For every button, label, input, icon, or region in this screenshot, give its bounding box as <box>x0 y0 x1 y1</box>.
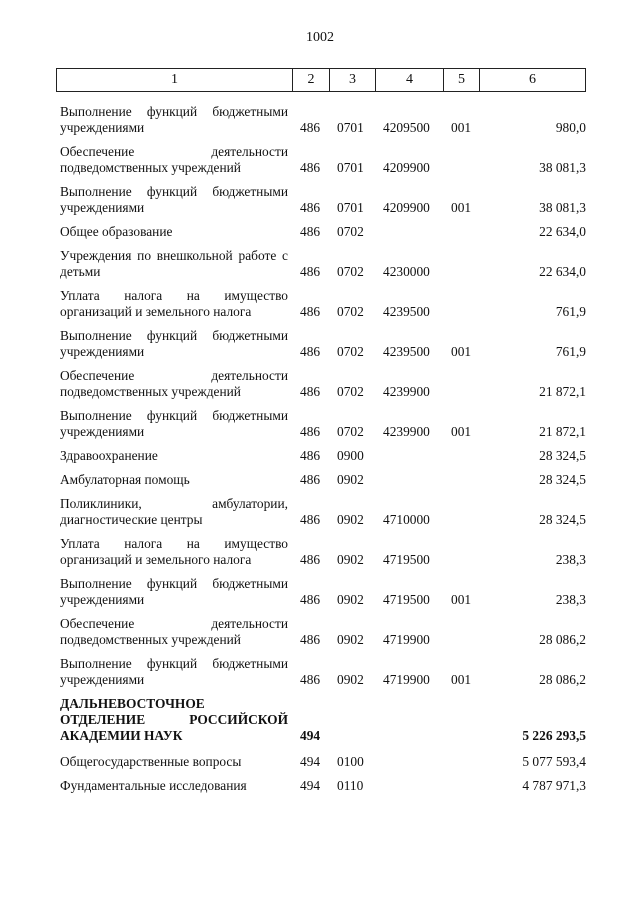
cell-c2: 486 <box>300 592 321 607</box>
row-name-line: ОТДЕЛЕНИЕ РОССИЙСКОЙ <box>60 712 288 727</box>
row-name-line: Поликлиники, амбулатории, <box>60 496 288 511</box>
row-name <box>56 448 292 464</box>
row-name-line: детьми <box>60 264 101 279</box>
table-header <box>56 68 586 92</box>
table-row <box>56 778 586 794</box>
cell-c3: 0702 <box>337 384 364 399</box>
row-name-line: учреждениями <box>60 200 145 215</box>
cell-c6: 980,0 <box>555 120 586 135</box>
cell-c6: 28 086,2 <box>539 632 586 647</box>
cell-c2: 494 <box>300 778 321 793</box>
cell-c3: 0902 <box>337 512 364 527</box>
cell-c6: 4 787 971,3 <box>522 778 586 793</box>
cell-c2: 494 <box>300 728 321 743</box>
cell-c4: 4719500 <box>383 552 430 567</box>
table-row <box>56 224 586 240</box>
cell-c6: 21 872,1 <box>539 424 586 439</box>
row-name-line: учреждениями <box>60 424 145 439</box>
row-name-line: Фундаментальные исследования <box>60 778 247 793</box>
table-row <box>56 184 586 216</box>
cell-c5: 001 <box>451 424 472 439</box>
cell-c6: 761,9 <box>555 304 586 319</box>
cell-c4: 4719900 <box>383 632 430 647</box>
cell-c6: 21 872,1 <box>539 384 586 399</box>
cell-c2: 486 <box>300 264 321 279</box>
table-row <box>56 248 586 280</box>
table-row <box>56 472 586 488</box>
row-name-line: подведомственных учреждений <box>60 632 241 647</box>
row-name <box>56 248 292 280</box>
header-col-6: 6 <box>529 72 536 87</box>
row-name <box>56 104 292 136</box>
cell-c5: 001 <box>451 672 472 687</box>
row-name <box>56 184 292 216</box>
cell-c4: 4230000 <box>383 264 430 279</box>
table-row <box>56 616 586 648</box>
row-name-line: Учреждения по внешкольной работе с <box>60 248 288 263</box>
table-body <box>56 96 586 794</box>
row-name <box>56 368 292 400</box>
row-name <box>56 576 292 608</box>
cell-c4: 4239500 <box>383 304 430 319</box>
cell-c3: 0702 <box>337 264 364 279</box>
row-name <box>56 408 292 440</box>
cell-c3: 0902 <box>337 472 364 487</box>
table-row <box>56 576 586 608</box>
cell-c6: 761,9 <box>555 344 586 359</box>
header-col-2: 2 <box>293 69 330 91</box>
row-name-line: учреждениями <box>60 672 145 687</box>
cell-c2: 486 <box>300 344 321 359</box>
cell-c2: 486 <box>300 160 321 175</box>
row-name-line: Выполнение функций бюджетными <box>60 328 288 343</box>
cell-c6: 28 086,2 <box>539 672 586 687</box>
cell-c6: 238,3 <box>555 552 586 567</box>
cell-c5: 001 <box>451 120 472 135</box>
row-name-line: Выполнение функций бюджетными <box>60 576 288 591</box>
cell-c2: 486 <box>300 200 321 215</box>
row-name-line: Уплата налога на имущество <box>60 536 288 551</box>
row-name-line: Обеспечение деятельности <box>60 144 288 159</box>
cell-c2: 494 <box>300 754 321 769</box>
header-col-1: 1 <box>57 69 293 91</box>
cell-c4: 4239900 <box>383 424 430 439</box>
cell-c6: 22 634,0 <box>539 224 586 239</box>
row-name <box>56 656 292 688</box>
cell-c2: 486 <box>300 224 321 239</box>
row-name-line: Обеспечение деятельности <box>60 368 288 383</box>
row-name <box>56 144 292 176</box>
row-name <box>56 696 292 744</box>
table-row <box>56 104 586 136</box>
row-name-line: организаций и земельного налога <box>60 304 252 319</box>
table-row <box>56 408 586 440</box>
cell-c3: 0902 <box>337 592 364 607</box>
table-row <box>56 696 586 744</box>
header-col-5: 5 <box>444 69 480 91</box>
header-col-4: 4 <box>376 69 444 91</box>
row-name-line: Выполнение функций бюджетными <box>60 656 288 671</box>
row-name <box>56 536 292 568</box>
cell-c6: 28 324,5 <box>539 472 586 487</box>
cell-c3: 0100 <box>337 754 364 769</box>
row-name-line: диагностические центры <box>60 512 203 527</box>
table-row <box>56 288 586 320</box>
row-name <box>56 224 292 240</box>
table-row <box>56 754 586 770</box>
row-name-line: учреждениями <box>60 120 145 135</box>
row-name <box>56 328 292 360</box>
table-row <box>56 368 586 400</box>
row-name-line: подведомственных учреждений <box>60 384 241 399</box>
cell-c2: 486 <box>300 120 321 135</box>
cell-c6: 28 324,5 <box>539 448 586 463</box>
cell-c3: 0701 <box>337 120 364 135</box>
row-name-line: Общее образование <box>60 224 173 239</box>
cell-c6: 22 634,0 <box>539 264 586 279</box>
table-row <box>56 448 586 464</box>
table-row <box>56 328 586 360</box>
page-number: 1002 <box>306 30 334 45</box>
cell-c2: 486 <box>300 512 321 527</box>
cell-c4: 4209900 <box>383 200 430 215</box>
cell-c2: 486 <box>300 672 321 687</box>
row-name-line: организаций и земельного налога <box>60 552 252 567</box>
row-name-line: Выполнение функций бюджетными <box>60 104 288 119</box>
row-name <box>56 754 292 770</box>
cell-c3: 0902 <box>337 672 364 687</box>
cell-c3: 0701 <box>337 200 364 215</box>
cell-c2: 486 <box>300 552 321 567</box>
cell-c3: 0900 <box>337 448 364 463</box>
cell-c6: 238,3 <box>555 592 586 607</box>
cell-c3: 0702 <box>337 224 364 239</box>
cell-c3: 0902 <box>337 552 364 567</box>
cell-c4: 4719900 <box>383 672 430 687</box>
cell-c6: 5 077 593,4 <box>522 754 586 769</box>
row-name-line: Здравоохранение <box>60 448 158 463</box>
cell-c6: 38 081,3 <box>539 160 586 175</box>
cell-c3: 0702 <box>337 304 364 319</box>
cell-c2: 486 <box>300 424 321 439</box>
row-name-line: АКАДЕМИИ НАУК <box>60 728 183 743</box>
row-name-line: Общегосударственные вопросы <box>60 754 242 769</box>
cell-c6: 38 081,3 <box>539 200 586 215</box>
row-name-line: учреждениями <box>60 344 145 359</box>
cell-c2: 486 <box>300 448 321 463</box>
cell-c5: 001 <box>451 200 472 215</box>
cell-c3: 0902 <box>337 632 364 647</box>
cell-c4: 4239900 <box>383 384 430 399</box>
row-name <box>56 472 292 488</box>
row-name <box>56 616 292 648</box>
cell-c6: 28 324,5 <box>539 512 586 527</box>
table-row <box>56 536 586 568</box>
cell-c4: 4719500 <box>383 592 430 607</box>
row-name-line: Уплата налога на имущество <box>60 288 288 303</box>
cell-c4: 4209900 <box>383 160 430 175</box>
cell-c3: 0110 <box>337 778 364 793</box>
cell-c2: 486 <box>300 384 321 399</box>
cell-c3: 0701 <box>337 160 364 175</box>
cell-c5: 001 <box>451 344 472 359</box>
row-name <box>56 778 292 794</box>
cell-c2: 486 <box>300 472 321 487</box>
row-name-line: Амбулаторная помощь <box>60 472 190 487</box>
table-row <box>56 144 586 176</box>
row-name-line: подведомственных учреждений <box>60 160 241 175</box>
cell-c5: 001 <box>451 592 472 607</box>
row-name-line: Обеспечение деятельности <box>60 616 288 631</box>
table-row <box>56 496 586 528</box>
cell-c4: 4209500 <box>383 120 430 135</box>
row-name-line: учреждениями <box>60 592 145 607</box>
row-name-line: Выполнение функций бюджетными <box>60 408 288 423</box>
cell-c6: 5 226 293,5 <box>522 728 586 743</box>
header-col-3: 3 <box>330 69 376 91</box>
row-name-line: ДАЛЬНЕВОСТОЧНОЕ <box>60 696 205 711</box>
row-name-line: Выполнение функций бюджетными <box>60 184 288 199</box>
cell-c3: 0702 <box>337 344 364 359</box>
cell-c2: 486 <box>300 632 321 647</box>
cell-c3: 0702 <box>337 424 364 439</box>
cell-c2: 486 <box>300 304 321 319</box>
cell-c4: 4239500 <box>383 344 430 359</box>
row-name <box>56 496 292 528</box>
cell-c4: 4710000 <box>383 512 430 527</box>
table-row <box>56 656 586 688</box>
row-name <box>56 288 292 320</box>
